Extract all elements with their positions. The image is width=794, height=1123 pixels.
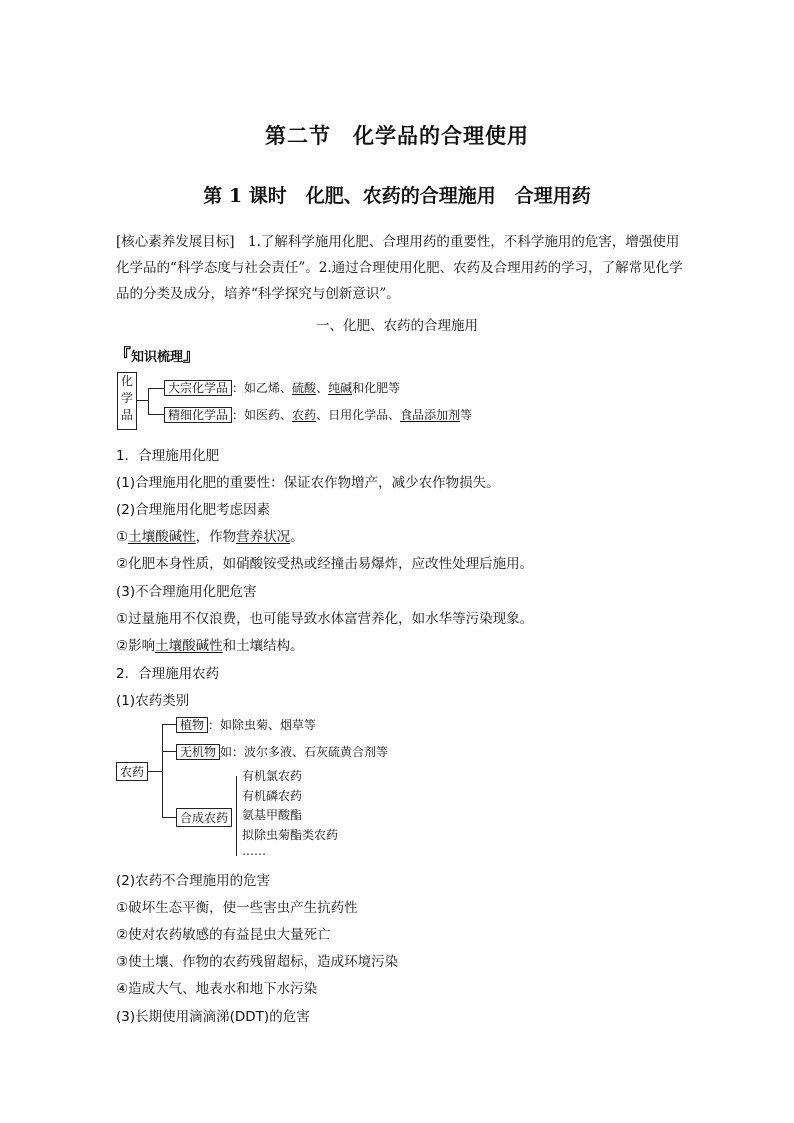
fertilizer-heading: 1．合理施用化肥	[116, 448, 220, 464]
synthetic-box: 合成农药	[176, 808, 232, 827]
underlined-term: 营养状况	[236, 529, 291, 545]
text: 和土壤结构。	[222, 638, 304, 654]
page-title: 第二节 化学品的合理使用	[265, 124, 529, 148]
fertilizer-p2: (2)合理施用化肥考虑因素	[116, 502, 271, 518]
inorganic-row	[176, 743, 388, 760]
underlined-term: 土壤酸碱性	[128, 529, 196, 545]
text: 、	[316, 381, 329, 395]
pest-connector	[162, 724, 163, 817]
synthetic-item: 氨基甲酸酯	[242, 808, 303, 822]
text: 。	[290, 529, 304, 545]
chem-root-box	[117, 372, 137, 430]
fertilizer-p7	[116, 634, 304, 654]
pesticide-p3: ①破坏生态平衡，使一些害虫产生抗药性	[116, 900, 358, 916]
right-corner-bracket-icon: 』	[183, 346, 201, 366]
text: 如医药、	[244, 408, 293, 422]
knowledge-label-text: 知识梳理	[131, 350, 184, 365]
goals-text: 1.了解科学施用化肥、合理用药的重要性，不科学施用的危害，增强使用化学品的“科学态度与社会责任”。2.通过合理使用化肥、农药及合理用药的学习，了解常见化学品的分类及成分，培养“科学探究与创新意识”。	[116, 234, 683, 302]
synthetic-bracket	[236, 776, 237, 856]
chem-root-char: 学	[120, 391, 133, 405]
inorganic-box: 无机物	[176, 744, 220, 760]
pesticide-p4: ②使对农药敏感的有益昆虫大量死亡	[116, 927, 331, 943]
knowledge-label	[114, 341, 200, 366]
core-goals	[116, 229, 686, 307]
synthetic-item: 有机氯农药	[242, 769, 303, 783]
fertilizer-p5: (3)不合理施用化肥危害	[116, 584, 257, 600]
chem-connector	[136, 400, 148, 401]
left-corner-bracket-icon: 『	[114, 346, 131, 366]
sep: ：	[232, 381, 245, 395]
text: 等	[460, 408, 473, 422]
pesticide-root-box: 农药	[116, 762, 148, 781]
fertilizer-p1: (1)合理施用化肥的重要性：保证农作物增产，减少农作物损失。	[116, 475, 500, 491]
text: 如乙烯、	[244, 381, 293, 395]
fertilizer-p4: ②化肥本身性质，如硝酸铵受热或经撞击易爆炸，应改性处理后施用。	[116, 556, 534, 572]
synthetic-item: ……	[242, 844, 266, 858]
fine-chem-row	[164, 406, 472, 423]
underlined-term: 硫酸	[292, 381, 317, 395]
plant-row	[176, 716, 316, 733]
chem-connector	[148, 388, 164, 389]
chem-connector	[148, 388, 149, 414]
section-1-title: 一、化肥、农药的合理施用	[316, 318, 478, 334]
chem-connector	[148, 414, 164, 415]
text: 如：波尔多液、石灰硫黄合剂等	[220, 745, 389, 759]
chem-root-char: 化	[120, 374, 133, 388]
sep: ：	[232, 408, 245, 422]
fertilizer-p3	[116, 525, 304, 545]
text: ①	[116, 529, 129, 545]
text: 、日用化学品、	[316, 408, 401, 422]
fine-chem-box: 精细化学品	[164, 407, 232, 423]
pesticide-heading: 2．合理施用农药	[116, 666, 220, 682]
underlined-term: 农药	[292, 408, 317, 422]
bulk-chem-row	[164, 379, 400, 396]
bulk-chem-box: 大宗化学品	[164, 380, 232, 396]
underlined-term: 食品添加剂	[400, 408, 461, 422]
pesticide-p1: (1)农药类别	[116, 693, 190, 709]
pesticide-p6: ④造成大气、地表水和地下水污染	[116, 981, 318, 997]
pest-connector	[162, 817, 176, 818]
goals-lead: [核心素养发展目标]	[116, 234, 235, 250]
text: 和化肥等	[352, 381, 401, 395]
pesticide-p7: (3)长期使用滴滴涕(DDT)的危害	[116, 1009, 310, 1025]
underlined-term: 纯碱	[328, 381, 353, 395]
pesticide-p2: (2)农药不合理施用的危害	[116, 873, 271, 889]
synthetic-item: 拟除虫菊酯类农药	[242, 828, 339, 842]
underlined-term: 土壤酸碱性	[155, 638, 223, 654]
plant-box: 植物	[176, 717, 208, 733]
chem-root-char: 品	[120, 408, 133, 422]
pest-connector	[162, 724, 176, 725]
text: ②影响	[116, 638, 156, 654]
pest-connector	[162, 751, 176, 752]
pesticide-p5: ③使土壤、作物的农药残留超标，造成环境污染	[116, 954, 399, 970]
pest-connector	[148, 771, 162, 772]
text: ：如除虫菊、烟草等	[208, 718, 317, 732]
fertilizer-p6: ①过量施用不仅浪费，也可能导致水体富营养化，如水华等污染现象。	[116, 611, 534, 627]
lesson-title: 第 1 课时 化肥、农药的合理施用 合理用药	[203, 185, 591, 207]
text: ，作物	[195, 529, 237, 545]
synthetic-item: 有机磷农药	[242, 789, 303, 803]
